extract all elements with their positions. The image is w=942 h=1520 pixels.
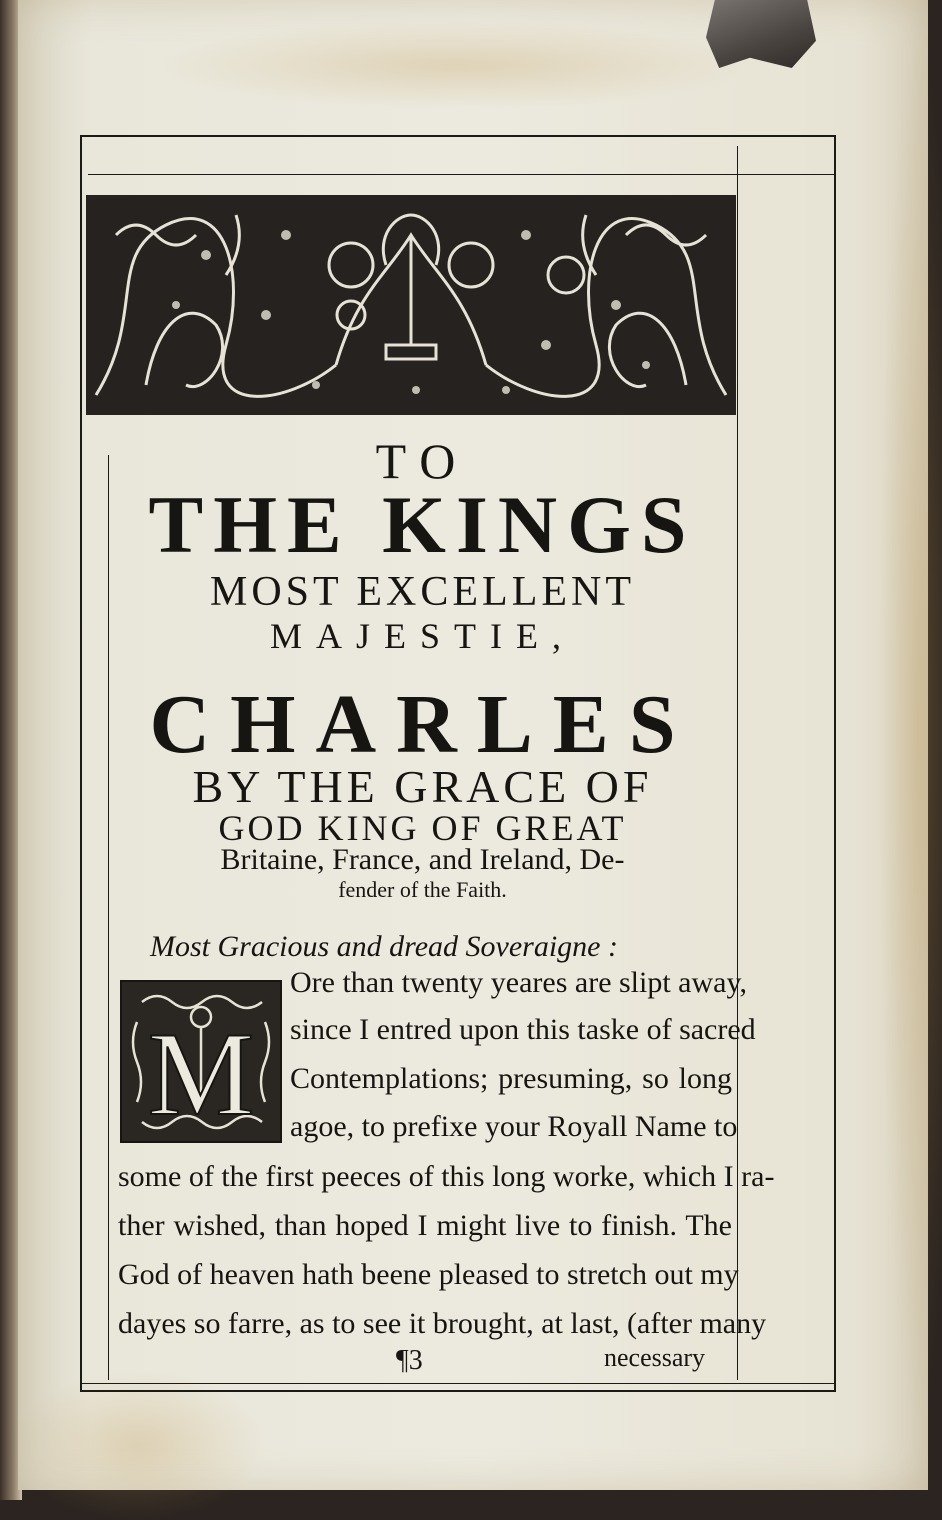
frame-rule — [737, 146, 738, 1380]
metal-clasp — [706, 0, 816, 68]
frame-rule — [88, 174, 834, 175]
body-line-2: since I entred upon this taske of sacred — [290, 1013, 756, 1046]
salutation: Most Gracious and dread Soveraigne : — [150, 930, 618, 963]
paper-stain — [8, 1370, 268, 1520]
decorated-drop-cap — [120, 980, 282, 1143]
heading-by-the-grace: BY THE GRACE OF — [192, 761, 653, 812]
drop-cap-letter: M — [147, 1007, 255, 1140]
body-line-5: some of the first peeces of this long worke, which I ra- — [118, 1160, 775, 1193]
paper-stain — [878, 30, 942, 1430]
body-line-8: dayes so farre, as to see it brought, at last, (after many — [118, 1307, 767, 1340]
heading-to: TO — [375, 433, 470, 489]
heading-majestie: MAJESTIE, — [270, 616, 575, 656]
body-line-1: Ore than twenty yeares are slipt away, — [290, 966, 748, 999]
woodcut-headpiece — [86, 195, 736, 415]
signature-mark: ¶3 — [396, 1345, 423, 1376]
body-line-4: agoe, to prefixe your Royall Name to — [290, 1110, 738, 1143]
paper-stain — [158, 20, 758, 110]
catchword: necessary — [604, 1343, 706, 1372]
body-line-6: ther wished, than hoped I might live to finish. The — [118, 1209, 732, 1242]
heading-most-excellent: MOST EXCELLENT — [209, 569, 636, 615]
heading-the-kings: THE KINGS — [148, 479, 697, 570]
heading-defender: fender of the Faith. — [338, 877, 507, 902]
body-line-3: Contemplations; presuming, so long — [290, 1062, 732, 1095]
heading-charles: CHARLES — [149, 678, 696, 771]
heading-god-king: GOD KING OF GREAT — [218, 808, 627, 848]
body-line-7: God of heaven hath beene pleased to stretch out my — [118, 1258, 739, 1291]
frame-rule — [80, 1383, 836, 1384]
heading-britaine: Britaine, France, and Ireland, De- — [220, 843, 625, 876]
